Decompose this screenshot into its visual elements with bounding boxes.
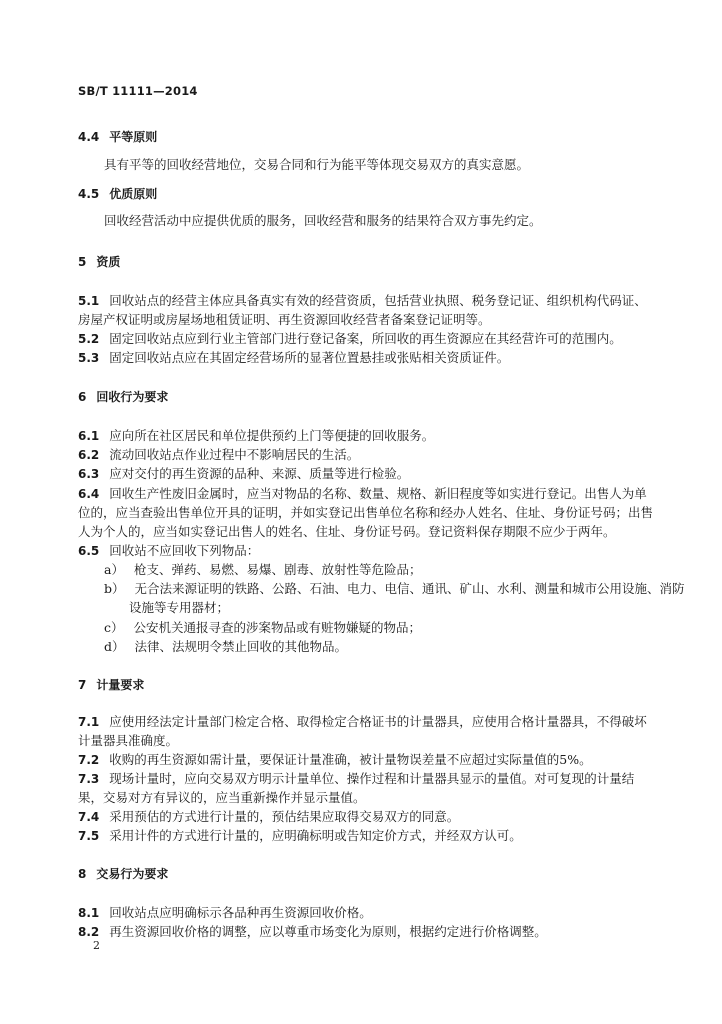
clause-number: 7.5 bbox=[78, 829, 100, 843]
list-item-b-continued: 设施等专用器材； bbox=[129, 600, 230, 615]
section-4-4-body: 具有平等的回收经营地位，交易合同和行为能平等体现交易双方的真实意愿。 bbox=[104, 157, 530, 172]
section-7-1-line2: 计量器具准确度。 bbox=[78, 733, 179, 748]
list-item-d bbox=[104, 639, 347, 655]
clause-number: 7.3 bbox=[78, 772, 100, 786]
section-number: 4.4 bbox=[78, 130, 100, 144]
section-number: 7 bbox=[78, 678, 87, 692]
section-6-4-line2: 位的，应当查验出售单位开具的证明，并如实登记出售单位名称和经办人姓名、住址、身份证号码；出售 bbox=[78, 505, 654, 520]
section-5-2 bbox=[78, 331, 622, 347]
page-number: 2 bbox=[93, 939, 100, 952]
clause-text: 采用计件的方式进行计量的，应明确标明或告知定价方式，并经双方认可。 bbox=[109, 828, 522, 843]
clause-text: 回收生产性废旧金属时，应当对物品的名称、数量、规格、新旧程度等如实进行登记。出售人为单 bbox=[109, 486, 647, 501]
clause-text: 流动回收站点作业过程中不影响居民的生活。 bbox=[109, 447, 360, 462]
section-7-1-line1 bbox=[78, 714, 647, 730]
clause-text: 再生资源回收价格的调整，应以尊重市场变化为原则，根据约定进行价格调整。 bbox=[109, 924, 547, 939]
clause-number: 8.2 bbox=[78, 925, 100, 939]
section-title: 优质原则 bbox=[109, 187, 158, 201]
clause-number: 6.5 bbox=[78, 544, 100, 558]
section-title: 回收行为要求 bbox=[96, 390, 169, 404]
section-number: 5 bbox=[78, 255, 87, 269]
list-text: 无合法来源证明的铁路、公路、石油、电力、电信、通讯、矿山、水利、测量和城市公用设施、消防 bbox=[134, 581, 685, 596]
clause-number: 6.2 bbox=[78, 448, 100, 462]
list-label: c） bbox=[104, 620, 124, 635]
section-6-3 bbox=[78, 466, 409, 482]
clause-text: 应对交付的再生资源的品种、来源、质量等进行检验。 bbox=[109, 466, 410, 481]
section-8-2 bbox=[78, 924, 547, 940]
section-6-4-line3: 人为个人的，应当如实登记出售人的姓名、住址、身份证号码。登记资料保存期限不应少于两年。 bbox=[78, 524, 616, 539]
section-5-heading bbox=[78, 254, 120, 270]
list-label: b） bbox=[104, 581, 125, 596]
clause-number: 6.1 bbox=[78, 429, 100, 443]
clause-text: 回收站点的经营主体应具备真实有效的经营资质，包括营业执照、税务登记证、组织机构代码证、 bbox=[109, 293, 647, 308]
section-8-heading bbox=[78, 866, 168, 882]
list-label: a） bbox=[104, 562, 124, 577]
clause-text: 回收站点应明确标示各品种再生资源回收价格。 bbox=[109, 905, 372, 920]
clause-text: 固定回收站点应在其固定经营场所的显著位置悬挂或张贴相关资质证件。 bbox=[109, 350, 510, 365]
section-7-5 bbox=[78, 828, 522, 844]
clause-text: 固定回收站点应到行业主管部门进行登记备案，所回收的再生资源应在其经营许可的范围内。 bbox=[109, 331, 622, 346]
list-text: 枪支、弹药、易燃、易爆、剧毒、放射性等危险品； bbox=[133, 562, 422, 577]
clause-text: 采用预估的方式进行计量的，预估结果应取得交易双方的同意。 bbox=[109, 809, 460, 824]
clause-number: 6.4 bbox=[78, 487, 100, 501]
section-4-5-heading bbox=[78, 186, 157, 202]
clause-number: 7.2 bbox=[78, 753, 100, 767]
section-7-3-line2: 果，交易对方有异议的，应当重新操作并显示量值。 bbox=[78, 790, 366, 805]
section-7-heading bbox=[78, 677, 144, 693]
clause-text: 应向所在社区居民和单位提供预约上门等便捷的回收服务。 bbox=[109, 428, 435, 443]
clause-text: 回收站不应回收下列物品： bbox=[109, 543, 260, 558]
section-number: 8 bbox=[78, 867, 87, 881]
list-label: d） bbox=[104, 639, 125, 654]
section-number: 4.5 bbox=[78, 187, 100, 201]
list-text: 法律、法规明令禁止回收的其他物品。 bbox=[134, 639, 348, 654]
section-8-1 bbox=[78, 905, 372, 921]
section-6-1 bbox=[78, 428, 434, 444]
standard-code-header: SB/T 11111—2014 bbox=[78, 84, 198, 98]
clause-number: 5.1 bbox=[78, 294, 100, 308]
section-6-2 bbox=[78, 447, 359, 463]
list-item-b bbox=[104, 581, 685, 597]
section-7-2 bbox=[78, 752, 592, 768]
clause-text: 收购的再生资源如需计量，要保证计量准确，被计量物误差量不应超过实际量值的5%。 bbox=[109, 752, 592, 767]
clause-number: 5.3 bbox=[78, 351, 100, 365]
clause-number: 7.1 bbox=[78, 715, 100, 729]
clause-number: 6.3 bbox=[78, 467, 100, 481]
section-7-4 bbox=[78, 809, 459, 825]
section-7-3-line1 bbox=[78, 771, 634, 787]
clause-number: 8.1 bbox=[78, 906, 100, 920]
section-6-5 bbox=[78, 543, 259, 559]
section-4-5-body: 回收经营活动中应提供优质的服务，回收经营和服务的结果符合双方事先约定。 bbox=[104, 213, 542, 228]
section-5-1-line1 bbox=[78, 293, 647, 309]
section-6-heading bbox=[78, 389, 168, 405]
clause-text: 应使用经法定计量部门检定合格、取得检定合格证书的计量器具，应使用合格计量器具，不得破坏 bbox=[109, 714, 647, 729]
section-number: 6 bbox=[78, 390, 87, 404]
clause-number: 5.2 bbox=[78, 332, 100, 346]
section-6-4-line1 bbox=[78, 486, 647, 502]
section-title: 资质 bbox=[96, 255, 121, 269]
section-title: 平等原则 bbox=[109, 130, 158, 144]
list-item-a bbox=[104, 562, 421, 578]
section-5-3 bbox=[78, 350, 509, 366]
list-item-c bbox=[104, 620, 421, 636]
section-title: 交易行为要求 bbox=[96, 867, 169, 881]
section-title: 计量要求 bbox=[96, 678, 145, 692]
section-5-1-line2: 房屋产权证明或房屋场地租赁证明、再生资源回收经营者备案登记证明等。 bbox=[78, 312, 491, 327]
list-text: 公安机关通报寻查的涉案物品或有赃物嫌疑的物品； bbox=[133, 620, 422, 635]
clause-number: 7.4 bbox=[78, 810, 100, 824]
clause-text: 现场计量时，应向交易双方明示计量单位、操作过程和计量器具显示的量值。对可复现的计量结 bbox=[109, 771, 635, 786]
section-4-4-heading bbox=[78, 129, 157, 145]
